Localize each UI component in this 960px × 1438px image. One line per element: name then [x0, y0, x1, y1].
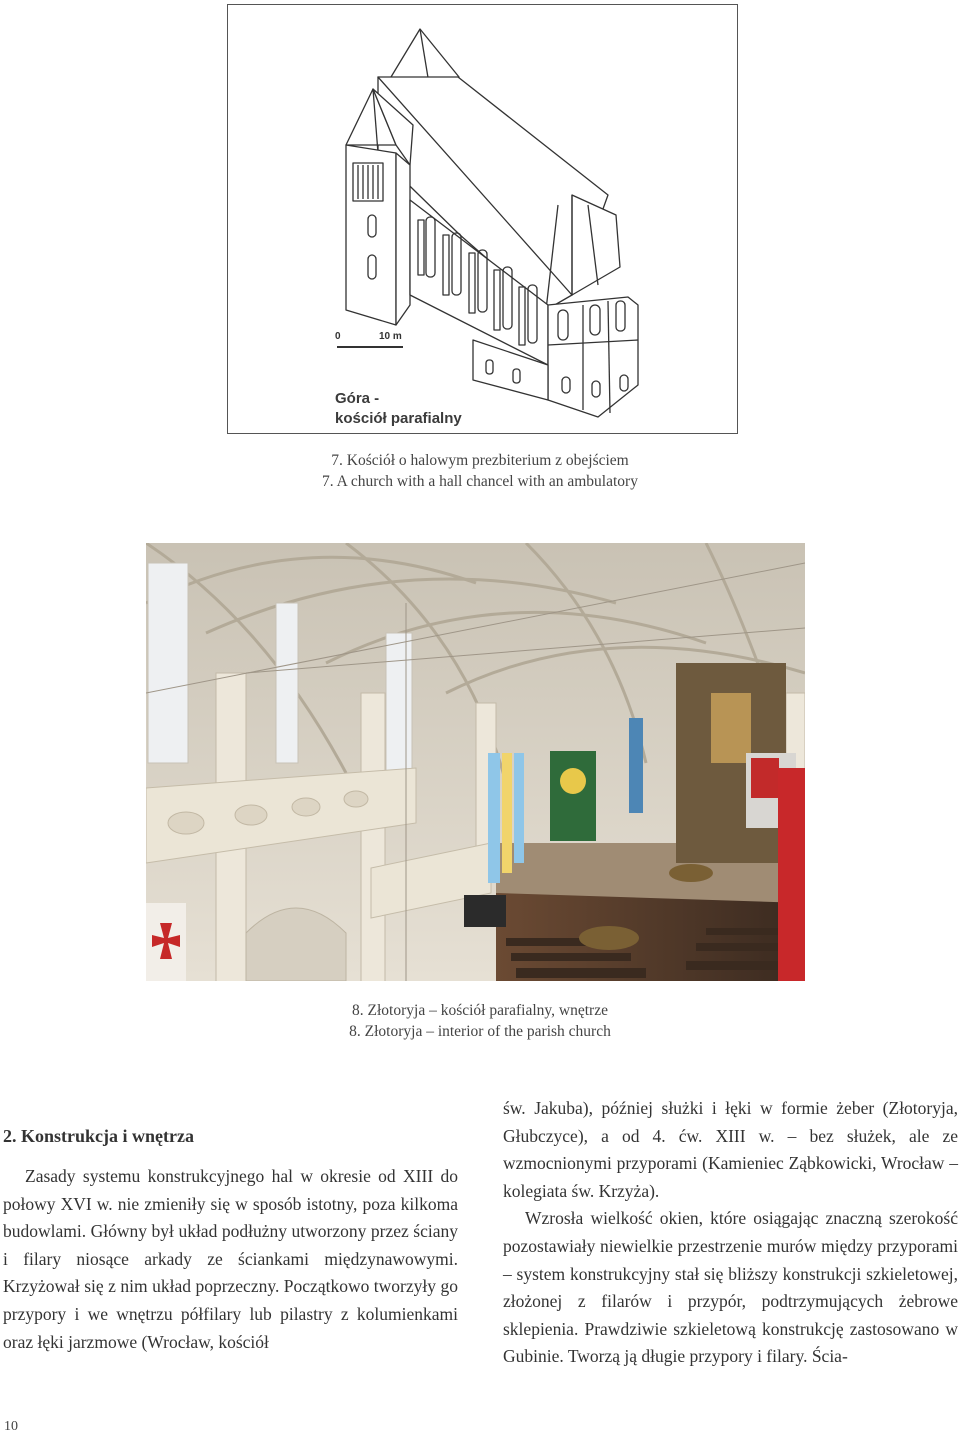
scale-ten-label: 10 m [379, 331, 402, 342]
figure-8-caption-pl: 8. Złotoryja – kościół parafialny, wnętrze [352, 1002, 608, 1019]
figure-8-caption-en: 8. Złotoryja – interior of the parish church [349, 1023, 611, 1040]
place-label-line1: Góra - [335, 390, 380, 407]
figure-7-caption-en: 7. A church with a hall chancel with an ambulatory [322, 473, 638, 490]
left-paragraph: Zasady systemu konstrukcyjnego hal w okresie od XIII do połowy XVI w. nie zmieniły się w sposób istotny, poza kilkoma budowlami. Główny był układ podłużny utworzony przez ściany i filary niosące arkady ze ściankami międzynawowymi. Krzyżował się z nim układ poprzeczny. Początkowo tworzyły go przypory i we wnętrzu półfilary lub pilastry z kolumienkami oraz łęki jarzmowe (Wrocław, kościół [3, 1166, 458, 1352]
right-paragraph-1: św. Jakuba), później służki i łęki w formie żeber (Złotoryja, Głubczyce), a od 4. ćw. XIII w. – bez służek, ale ze wzmocnionymi przyporami (Kamieniec Ząbkowicki, Wrocław – kolegiata św. Krzyża). [503, 1098, 958, 1201]
section-heading: 2. Konstrukcja i wnętrza [3, 1126, 194, 1146]
church-axonometric-drawing [228, 5, 739, 435]
right-paragraph-2: Wzrosła wielkość okien, które osiągając znaczną szerokość pozostawiały niewielkie przestrzenie murów między przyporami – system konstrukcyjny stał się bliższy konstrukcji szkieletowej, złożonej z filarów i przypór, podtrzymujących żebrowe sklepienia. Prawdziwie szkieletową konstrukcję zastosowano w Gubinie. Tworzą ją długie przypory i filary. Ścia- [503, 1208, 958, 1367]
drawing-place-label [335, 389, 462, 429]
place-label-line2: kościół parafialny [335, 410, 462, 427]
figure-7-caption-pl: 7. Kościół o halowym prezbiterium z obejściem [331, 452, 629, 469]
figure-8-photo [146, 543, 805, 981]
scale-line [337, 346, 403, 348]
scale-zero-label: 0 [335, 331, 341, 342]
right-column [503, 1095, 958, 1371]
church-interior-photo [146, 543, 805, 981]
figure-7-drawing [227, 4, 738, 434]
page-number: 10 [4, 1419, 18, 1434]
left-column [3, 1124, 458, 1356]
